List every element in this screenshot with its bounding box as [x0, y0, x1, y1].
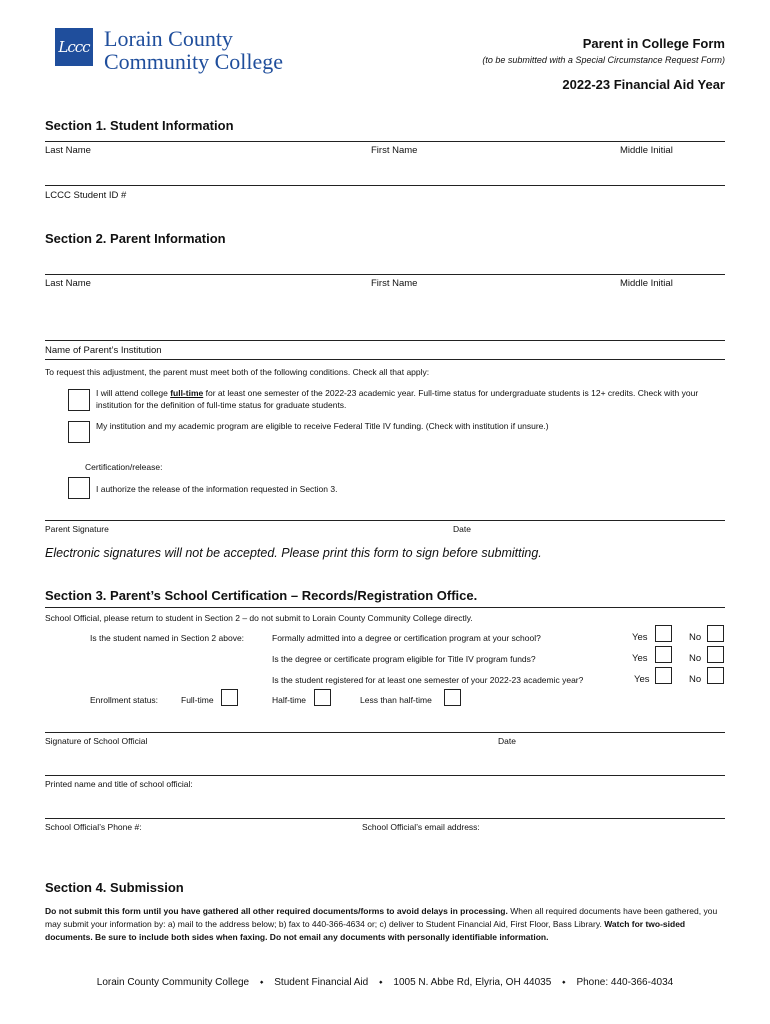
- college-logo-mark: [55, 28, 93, 66]
- parent-first-name-label: First Name: [371, 278, 418, 289]
- college-name-line2: Community College: [104, 49, 284, 74]
- official-phone-label: School Official’s Phone #:: [45, 822, 142, 832]
- parent-institution-label: Name of Parent’s Institution: [45, 345, 162, 356]
- footer-separator-1: ⬩: [259, 977, 264, 988]
- parent-last-name-label: Last Name: [45, 278, 91, 289]
- condition1-text-start: I will attend college: [96, 388, 171, 398]
- question-admitted: Formally admitted into a degree or certification program at your school?: [272, 633, 541, 643]
- logo-initials: Lccc: [58, 38, 90, 56]
- parent-signature-label: Parent Signature: [45, 524, 109, 534]
- section3-instructions: School Official, please return to student in Section 2 – do not submit to Lorain County Community College directly.: [45, 613, 473, 623]
- official-date-label: Date: [498, 736, 516, 746]
- section1-title: Section 1. Student Information: [45, 118, 234, 133]
- student-id-rule: [45, 185, 725, 186]
- less-than-half-time-label: Less than half-time: [360, 695, 432, 705]
- contact-rule: [45, 818, 725, 819]
- student-middle-initial-label: Middle Initial: [620, 145, 673, 156]
- submission-instructions: [45, 905, 725, 944]
- form-subtitle: (to be submitted with a Special Circumstance Request Form): [482, 55, 725, 65]
- printed-name-label: Printed name and title of school official:: [45, 779, 193, 789]
- condition1-text-end: for at least one semester of the 2022-23 academic year. Full-time status for undergraduate students is 12+ credits. Check with your institution for the definition of full-time status for graduate students.: [96, 388, 699, 410]
- form-title: Parent in College Form: [582, 36, 725, 51]
- official-signature-label: Signature of School Official: [45, 736, 148, 746]
- release-authorization-text: I authorize the release of the information requested in Section 3.: [96, 484, 338, 494]
- footer-separator-3: ⬩: [562, 977, 566, 988]
- electronic-signature-note: Electronic signatures will not be accepted. Please print this form to sign before submitting.: [45, 546, 542, 560]
- fulltime-condition-text: [96, 387, 726, 411]
- release-authorization-checkbox[interactable]: [68, 477, 90, 499]
- full-time-checkbox[interactable]: [221, 689, 238, 706]
- submission-warning: Do not submit this form until you have gathered all other required documents/forms to avoid delays in processing.: [45, 906, 508, 916]
- certification-label: Certification/release:: [85, 462, 163, 472]
- section2-title: Section 2. Parent Information: [45, 231, 226, 246]
- official-signature-rule: [45, 732, 725, 733]
- page-footer: [0, 977, 770, 988]
- section4-title: Section 4. Submission: [45, 880, 184, 895]
- half-time-checkbox[interactable]: [314, 689, 331, 706]
- section2-instructions: To request this adjustment, the parent must meet both of the following conditions. Check all that apply:: [45, 367, 430, 377]
- q1-no-checkbox[interactable]: [707, 625, 724, 642]
- q1-no-label: No: [689, 632, 702, 643]
- footer-office: Student Financial Aid: [274, 977, 369, 988]
- instructions-rule: [45, 359, 725, 360]
- question-title-iv-eligible: Is the degree or certificate program eligible for Title IV program funds?: [272, 654, 536, 664]
- q2-no-checkbox[interactable]: [707, 646, 724, 663]
- footer-separator-2: ⬩: [379, 977, 383, 988]
- section3-title: Section 3. Parent’s School Certification – Records/Registration Office.: [45, 588, 478, 603]
- parent-signature-rule: [45, 520, 725, 521]
- institution-rule: [45, 340, 725, 341]
- submission-faxing-warning: Watch for two-sided documents. Be sure to include both sides when faxing. Do not email any documents with personally identifiable information.: [45, 919, 686, 942]
- q3-yes-label: Yes: [634, 674, 650, 685]
- section3-rule: [45, 607, 725, 608]
- student-named-question: Is the student named in Section 2 above:: [90, 633, 245, 643]
- aid-year: 2022-23 Financial Aid Year: [562, 77, 725, 92]
- student-last-name-label: Last Name: [45, 145, 91, 156]
- enrollment-status-label: Enrollment status:: [90, 695, 159, 705]
- half-time-label: Half-time: [272, 695, 307, 705]
- q3-no-checkbox[interactable]: [707, 667, 724, 684]
- section1-rule: [45, 141, 725, 142]
- student-first-name-label: First Name: [371, 145, 418, 156]
- printed-name-rule: [45, 775, 725, 776]
- q2-yes-checkbox[interactable]: [655, 646, 672, 663]
- full-time-label: Full-time: [181, 695, 214, 705]
- submission-methods: When all required documents have been gathered, you may submit your information by: a) mail to the address below; b) fax to 440-366-4634 or; c) deliver to Student Financial Aid, First Floor, Bass Library.: [45, 906, 718, 929]
- college-name-line1: Lorain County: [104, 26, 233, 51]
- title-iv-condition-checkbox[interactable]: [68, 421, 90, 443]
- parent-middle-initial-label: Middle Initial: [620, 278, 673, 289]
- college-logo-text: [104, 27, 283, 73]
- footer-phone: Phone: 440-366-4034: [576, 977, 674, 988]
- parent-date-label: Date: [453, 524, 471, 534]
- official-email-label: School Official’s email address:: [362, 822, 480, 832]
- q3-no-label: No: [689, 674, 702, 685]
- q3-yes-checkbox[interactable]: [655, 667, 672, 684]
- q2-yes-label: Yes: [632, 653, 648, 664]
- title-iv-condition-text: My institution and my academic program are eligible to receive Federal Title IV funding. (Check with institution if unsure.): [96, 421, 549, 431]
- condition1-fulltime-emphasis: full-time: [170, 388, 204, 398]
- student-id-label: LCCC Student ID #: [45, 190, 127, 201]
- question-registered: Is the student registered for at least one semester of your 2022-23 academic year?: [272, 675, 584, 685]
- footer-college: Lorain County Community College: [96, 977, 250, 988]
- q1-yes-label: Yes: [632, 632, 648, 643]
- q2-no-label: No: [689, 653, 702, 664]
- fulltime-condition-checkbox[interactable]: [68, 389, 90, 411]
- q1-yes-checkbox[interactable]: [655, 625, 672, 642]
- footer-address: 1005 N. Abbe Rd, Elyria, OH 44035: [393, 977, 552, 988]
- less-than-half-time-checkbox[interactable]: [444, 689, 461, 706]
- parent-name-rule: [45, 274, 725, 275]
